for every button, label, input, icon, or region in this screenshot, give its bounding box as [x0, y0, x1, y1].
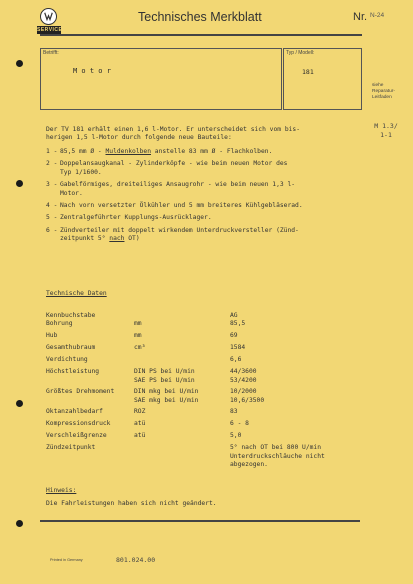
list-item: [46, 160, 366, 177]
header-rule: [40, 34, 362, 36]
item-line: Gabelförmiges, dreiteiliges Ansaugrohr - wie beim neuen 1,3 l-: [60, 181, 296, 189]
spec-unit-line: SAE PS bei U/min: [134, 376, 195, 384]
item-line: Doppelansaugkanal - Zylinderköpfe - wie beim neuen Motor des: [60, 160, 288, 168]
spec-value-line: 44/3600: [230, 368, 257, 376]
spec-unit-line: DIN mkg bei U/min: [134, 388, 199, 396]
table-row: [46, 320, 350, 332]
table-row: [46, 312, 350, 320]
spec-label: Kompressionsdruck: [46, 420, 111, 428]
item-text: 85,5 mm Ø - Muldenkolben anstelle 83 mm Ø - Flachkolben.: [60, 148, 273, 155]
spec-unit: cm³: [134, 344, 146, 352]
spec-label: Verschleißgrenze: [46, 432, 107, 440]
item-line: Typ 1/1600.: [60, 168, 102, 176]
spec-value: [230, 388, 350, 408]
spec-value: AG: [230, 312, 238, 319]
table-row: [46, 444, 350, 469]
spec-value-line: 10,6/3500: [230, 396, 265, 404]
spec-unit: [134, 368, 230, 388]
item-text: [60, 227, 299, 244]
hinweis-text: Die Fahrleistungen haben sich nicht geändert.: [46, 500, 217, 507]
betrifft-box: [40, 48, 282, 110]
typ-value: 181: [302, 68, 314, 76]
spec-label: Zündzeitpunkt: [46, 444, 96, 452]
item-text: Nach vorn versetzter Ölkühler und 5 mm breiteres Kühlgebläserad.: [60, 202, 303, 210]
item-number: 1 -: [46, 148, 58, 155]
footer-rule: [40, 520, 360, 522]
hinweis-heading: Hinweis:: [46, 487, 77, 494]
document-title: Technisches Merkblatt: [138, 10, 262, 24]
item-number: 4 -: [46, 202, 58, 210]
spec-unit: mm: [134, 332, 142, 340]
betrifft-label: Betrifft:: [43, 50, 59, 56]
spec-value: 83: [230, 408, 238, 416]
spec-value: 85,5: [230, 320, 246, 328]
table-row: [46, 432, 350, 444]
spec-unit: mm: [134, 320, 142, 328]
item-line: Zündverteiler mit doppelt wirkendem Unterdruckversteller (Zünd-: [60, 226, 299, 234]
spec-label: Hub: [46, 332, 58, 340]
manual-reference-line: 1-1: [380, 131, 392, 139]
betrifft-value: M o t o r: [73, 67, 111, 75]
intro-line: herigen 1,5 l-Motor durch folgende neue Bauteile:: [46, 134, 232, 142]
nr-value: N-24: [370, 12, 385, 19]
table-row: [46, 368, 350, 388]
spec-value: 1584: [230, 344, 246, 352]
spec-unit: [134, 388, 230, 408]
document-number: 801.024.00: [116, 556, 156, 564]
table-row: [46, 408, 350, 420]
side-note-line: Leitfaden: [372, 95, 392, 100]
table-row: [46, 332, 350, 344]
punch-hole: [16, 180, 23, 187]
spec-label: Oktanzahlbedarf: [46, 408, 103, 416]
list-item: [46, 202, 366, 210]
item-underlined: Muldenkolben: [105, 148, 151, 155]
brand-label: SERVICE: [37, 27, 63, 33]
item-line: Motor.: [60, 189, 83, 197]
item-number: 6 -: [46, 226, 58, 234]
spec-label: Kennbuchstabe: [46, 312, 96, 319]
punch-hole: [16, 520, 23, 527]
list-item: [46, 227, 366, 244]
spec-value: 69: [230, 332, 238, 340]
table-row: [46, 420, 350, 432]
spec-unit: [134, 356, 230, 368]
spec-label: Größtes Drehmoment: [46, 388, 115, 396]
spec-value-line: 5° nach OT bei 800 U/min: [230, 444, 321, 452]
side-note-line: Reparatur-: [372, 89, 395, 94]
spec-value: 6,6: [230, 356, 242, 364]
spec-unit: atü: [134, 432, 146, 440]
printed-note: Printed in Germany: [50, 558, 83, 562]
spec-label: Gesamthubraum: [46, 344, 96, 352]
spec-label: Verdichtung: [46, 356, 88, 364]
spec-value-line: 53/4200: [230, 376, 257, 384]
nr-label: Nr.: [353, 11, 368, 23]
spec-value: 6 - 8: [230, 420, 249, 428]
list-item: [46, 181, 366, 198]
item-number: 3 -: [46, 181, 58, 189]
item-line: zeitpunkt 5° nach OT): [60, 235, 140, 243]
side-note-line: siehe: [372, 83, 384, 88]
items-list: [46, 148, 366, 244]
list-item: [46, 214, 366, 222]
spec-unit: [134, 444, 230, 469]
item-underlined: nach: [109, 235, 125, 243]
typ-box: [283, 48, 362, 110]
tech-heading: Technische Daten: [46, 290, 107, 297]
spec-table: [46, 312, 350, 470]
spec-value-line: Unterdruckschläuche nicht: [230, 452, 325, 460]
item-number: 2 -: [46, 160, 58, 168]
table-row: [46, 388, 350, 408]
item-text: [60, 160, 287, 177]
spec-unit: ROZ: [134, 408, 146, 416]
spec-unit: atü: [134, 420, 146, 428]
vw-logo: [40, 8, 57, 25]
spec-value: [230, 368, 350, 388]
manual-reference: [372, 122, 400, 140]
item-number: 5 -: [46, 214, 58, 222]
spec-unit-line: SAE mkg bei U/min: [134, 396, 199, 404]
spec-unit: [134, 312, 230, 320]
spec-unit-line: DIN PS bei U/min: [134, 368, 195, 376]
item-text: [60, 181, 295, 198]
intro-paragraph: [46, 126, 300, 143]
list-item: [46, 148, 366, 156]
intro-line: Der TV 181 erhält einen 1,6 l-Motor. Er unterscheidet sich vom bis-: [46, 126, 301, 133]
spec-value: 5,0: [230, 432, 242, 440]
table-row: [46, 356, 350, 368]
punch-hole: [16, 60, 23, 67]
manual-reference-line: M 1.3/: [374, 122, 398, 130]
spec-label: Bohrung: [46, 320, 73, 328]
spec-value-line: 10/2000: [230, 388, 257, 396]
table-row: [46, 344, 350, 356]
spec-value-line: abgezogen.: [230, 461, 268, 469]
item-text: Zentralgeführter Kupplungs-Ausrücklager.: [60, 214, 212, 222]
spec-label: Höchstleistung: [46, 368, 100, 376]
spec-value: [230, 444, 350, 469]
side-note: [372, 83, 395, 101]
punch-hole: [16, 400, 23, 407]
typ-label: Typ / Modell:: [286, 50, 315, 56]
